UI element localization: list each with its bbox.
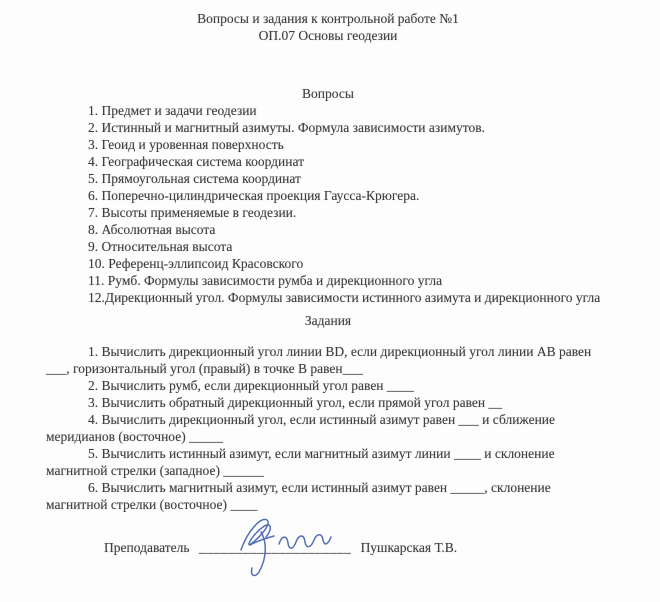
task-item: 3. Вычислить обратный дирекционный угол, если прямой угол равен __	[88, 395, 502, 410]
question-item: 10. Референц-эллипсоид Красовского	[88, 256, 304, 271]
tasks-list	[46, 343, 610, 513]
question-item: 7. Высоты применяемые в геодезии.	[88, 205, 297, 220]
document-title-block	[46, 10, 610, 44]
tasks-section-heading: Задания	[304, 313, 352, 328]
question-item: 1. Предмет и задачи геодезии	[88, 103, 257, 118]
document-title-line-2: ОП.07 Основы геодезии	[258, 28, 398, 43]
signature-line-area	[199, 539, 351, 556]
task-item: 2. Вычислить румб, если дирекционный угол равен ____	[88, 378, 414, 393]
teacher-name: Пушкарская Т.В.	[360, 540, 458, 555]
question-item: 2. Истинный и магнитный азимуты. Формула зависимости азимутов.	[88, 120, 485, 135]
task-item: 4. Вычислить дирекционный угол, если истинный азимут равен ___ и сближение меридианов (восточное) _____	[46, 412, 556, 444]
teacher-label: Преподаватель	[104, 540, 190, 555]
task-item: 1. Вычислить дирекционный угол линии BD, если дирекционный угол линии АВ равен ___, горизонтальный угол (правый) в точке В равен___	[46, 344, 592, 376]
signature-block	[104, 539, 610, 556]
question-item: 11. Румб. Формулы зависимости румба и дирекционного угла	[88, 273, 443, 288]
question-item: 4. Географическая система координат	[88, 154, 305, 169]
task-item: 6. Вычислить магнитный азимут, если истинный азимут равен _____, склонение магнитной стрелки (восточное) ____	[46, 480, 551, 512]
questions-list	[46, 102, 610, 306]
question-item: 12.Дирекционный угол. Формулы зависимости истинного азимута и дирекционного угла	[88, 290, 601, 305]
question-item: 8. Абсолютная высота	[88, 222, 216, 237]
signature-line: _____________________	[198, 540, 352, 555]
question-item: 3. Геоид и уровенная поверхность	[88, 137, 284, 152]
questions-section-heading: Вопросы	[302, 86, 354, 101]
question-item: 9. Относительная высота	[88, 239, 233, 254]
document-title-line-1: Вопросы и задания к контрольной работе №1	[197, 11, 459, 26]
question-item: 5. Прямоугольная система координат	[88, 171, 301, 186]
task-item: 5. Вычислить истинный азимут, если магнитный азимут линии ____ и склонение магнитной стрелки (западное) ______	[46, 446, 555, 478]
question-item: 6. Поперечно-цилиндрическая проекция Гаусса-Крюгера.	[88, 188, 420, 203]
